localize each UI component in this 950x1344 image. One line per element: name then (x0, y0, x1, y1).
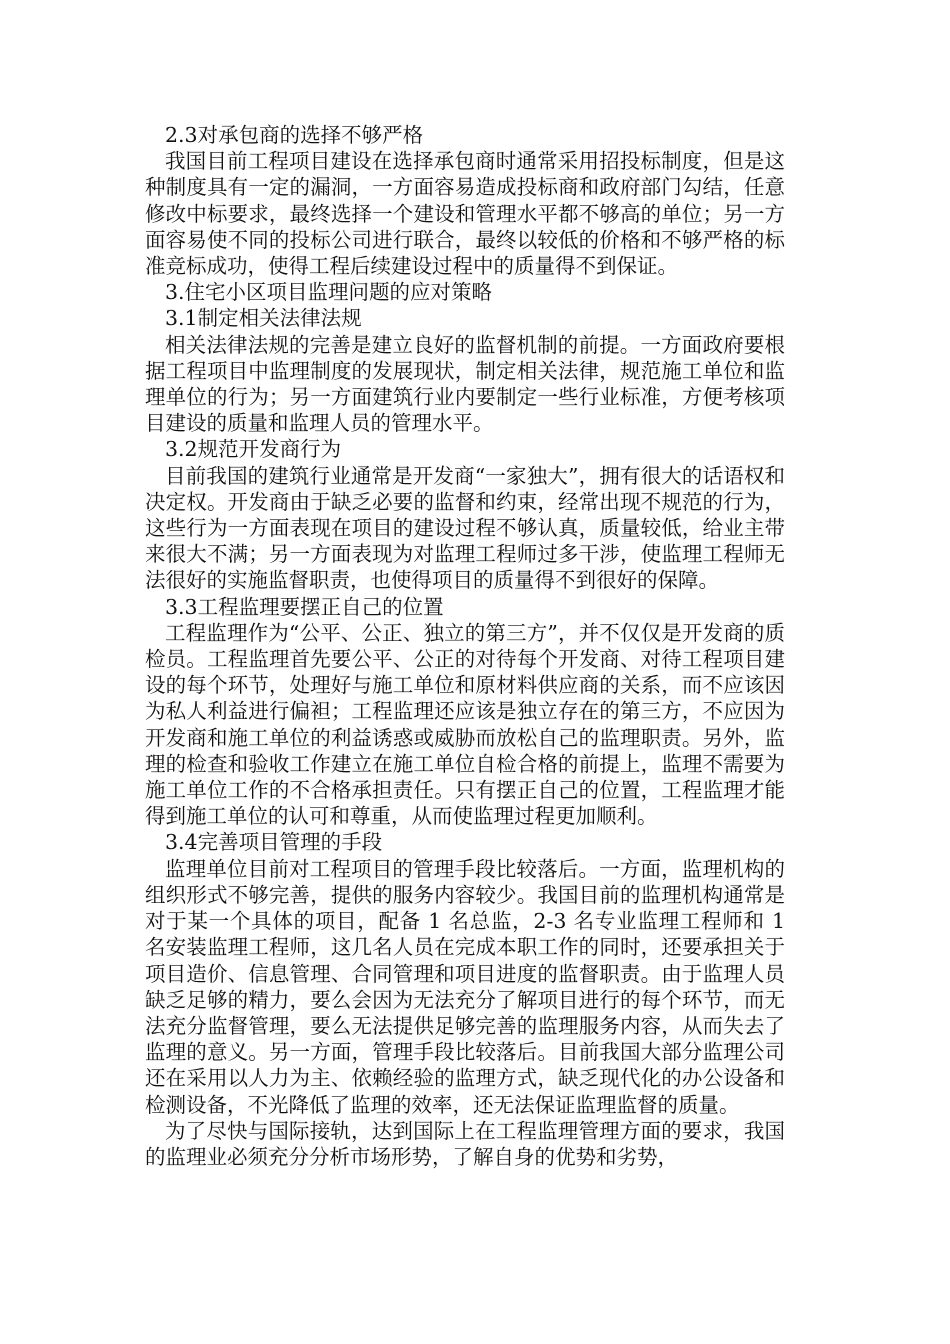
paragraph-closing: 为了尽快与国际接轨，达到国际上在工程监理管理方面的要求，我国的监理业必须充分分析市场形势，了解自身的优势和劣势， (145, 1118, 785, 1169)
paragraph-2-3: 我国目前工程项目建设在选择承包商时通常采用招投标制度，但是这种制度具有一定的漏洞，一方面容易造成投标商和政府部门勾结，任意修改中标要求，最终选择一个建设和管理水平都不够高的单位；另一方面容易使不同的投标公司进行联合，最终以较低的价格和不够严格的标准竞标成功，使得工程后续建设过程中的质量得不到保证。 (145, 149, 785, 279)
paragraph-3-4: 监理单位目前对工程项目的管理手段比较落后。一方面，监理机构的组织形式不够完善，提供的服务内容较少。我国目前的监理机构通常是对于某一个具体的项目，配备 1 名总监，2-3 名专业监理工程师和 1 名安装监理工程师，这几名人员在完成本职工作的同时，还要承担关于项目造价、信息管理、合同管理和项目进度的监督职责。由于监理人员缺乏足够的精力，要么会因为无法充分了解项目进行的每个环节，而无法充分监督管理，要么无法提供足够完善的监理服务内容，从而失去了监理的意义。另一方面，管理手段比较落后。目前我国大部分监理公司还在采用以人力为主、依赖经验的监理方式，缺乏现代化的办公设备和检测设备，不光降低了监理的效率，还无法保证监理监督的质量。 (145, 856, 785, 1117)
document-body (145, 122, 785, 1170)
paragraph-3-3: 工程监理作为“公平、公正、独立的第三方”，并不仅仅是开发商的质检员。工程监理首先要公平、公正的对待每个开发商、对待工程项目建设的每个环节，处理好与施工单位和原材料供应商的关系，而不应该因为私人利益进行偏袒；工程监理还应该是独立存在的第三方，不应因为开发商和施工单位的利益诱惑或威胁而放松自己的监理职责。另外，监理的检查和验收工作建立在施工单位自检合格的前提上，监理不需要为施工单位工作的不合格承担责任。只有摆正自己的位置，工程监理才能得到施工单位的认可和尊重，从而使监理过程更加顺利。 (145, 620, 785, 829)
section-heading-3-4: 3.4完善项目管理的手段 (165, 830, 383, 855)
section-heading-3-3: 3.3工程监理要摆正自己的位置 (165, 594, 444, 619)
section-heading-3-1: 3.1制定相关法律法规 (165, 306, 362, 331)
section-heading-3: 3.住宅小区项目监理问题的应对策略 (165, 280, 493, 305)
paragraph-3-2: 目前我国的建筑行业通常是开发商“一家独大”，拥有很大的话语权和决定权。开发商由于缺乏必要的监督和约束，经常出现不规范的行为，这些行为一方面表现在项目的建设过程不够认真，质量较低，给业主带来很大不满；另一方面表现为对监理工程师过多干涉，使监理工程师无法很好的实施监督职责，也使得项目的质量得不到很好的保障。 (145, 463, 785, 593)
section-heading-3-2: 3.2规范开发商行为 (165, 437, 342, 462)
section-heading-2-3: 2.3对承包商的选择不够严格 (165, 123, 424, 147)
paragraph-3-1: 相关法律法规的完善是建立良好的监督机制的前提。一方面政府要根据工程项目中监理制度的发展现状，制定相关法律，规范施工单位和监理单位的行为；另一方面建筑行业内要制定一些行业标准，方便考核项目建设的质量和监理人员的管理水平。 (145, 332, 785, 436)
